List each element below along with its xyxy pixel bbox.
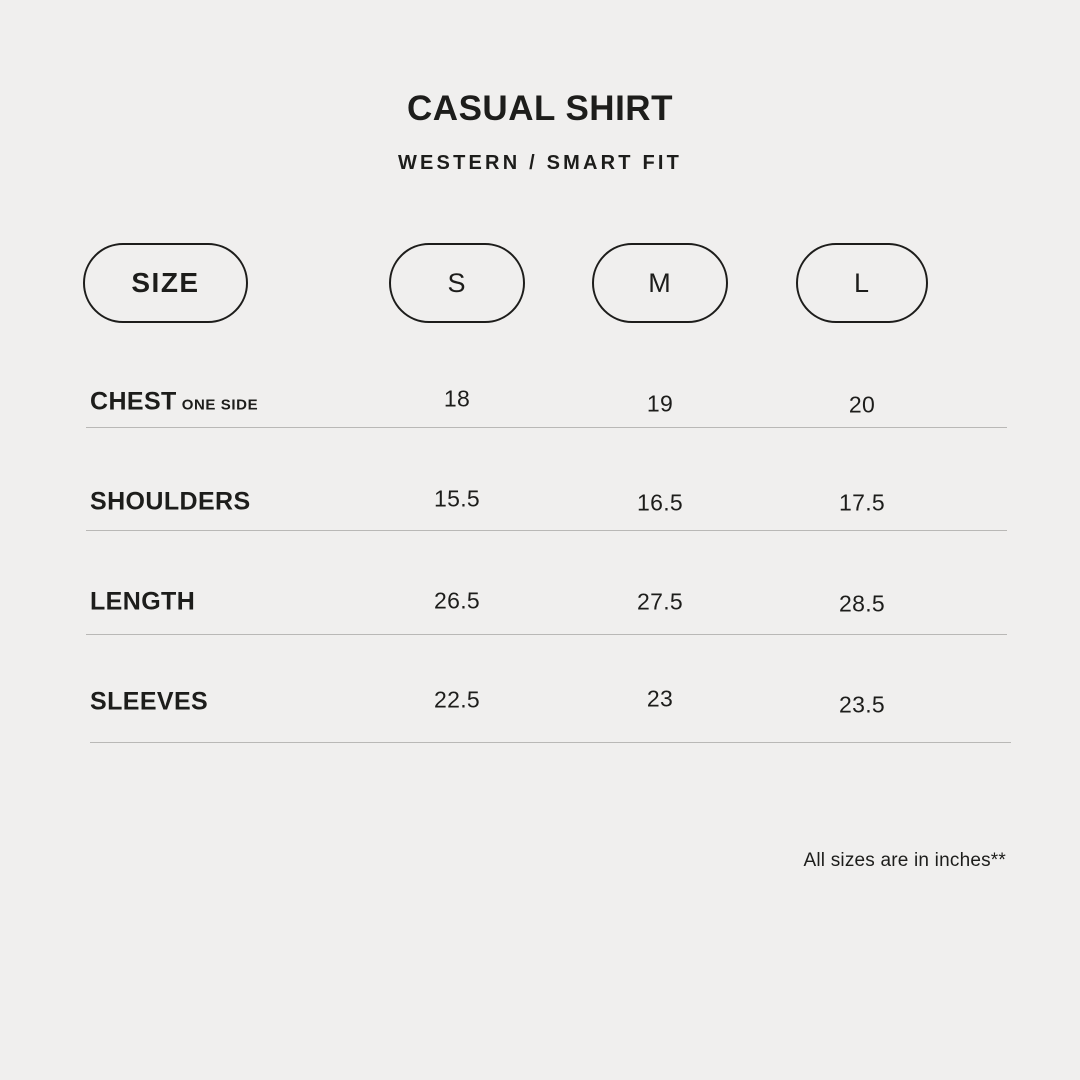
cell-chest-s: 18 <box>443 385 471 412</box>
measurement-rows <box>0 352 1080 752</box>
size-label-text: SIZE <box>131 267 200 298</box>
table-row <box>0 552 1080 652</box>
cell-sleeves-m: 23 <box>646 685 674 712</box>
row-divider <box>86 530 1007 531</box>
size-label-pill <box>83 243 248 323</box>
size-header-row <box>0 243 1080 325</box>
row-label-sleeves <box>90 688 208 717</box>
size-pill-s <box>389 243 525 323</box>
cell-shoulders-s: 15.5 <box>434 485 480 512</box>
cell-sleeves-s: 22.5 <box>434 686 480 713</box>
row-label-chest-note: ONE SIDE <box>181 396 259 414</box>
size-pill-l <box>796 243 928 323</box>
cell-sleeves-l: 23.5 <box>839 691 885 718</box>
cell-shoulders-l: 17.5 <box>839 489 885 516</box>
table-row <box>0 652 1080 752</box>
row-divider <box>90 742 1011 743</box>
cell-chest-l: 20 <box>848 391 876 418</box>
size-pill-s-label: S <box>447 267 467 298</box>
cell-shoulders-m: 16.5 <box>637 489 683 516</box>
row-divider <box>86 427 1007 428</box>
row-label-length-text: LENGTH <box>90 587 196 616</box>
page-subtitle: WESTERN / SMART FIT <box>397 152 683 174</box>
row-label-sleeves-text: SLEEVES <box>90 687 209 716</box>
table-row <box>0 452 1080 552</box>
row-label-chest-text: CHEST <box>90 387 177 416</box>
row-label-shoulders-text: SHOULDERS <box>90 487 251 516</box>
cell-length-s: 26.5 <box>434 587 480 614</box>
footnote: All sizes are in inches** <box>803 850 1006 871</box>
table-row <box>0 352 1080 452</box>
row-divider <box>86 634 1007 635</box>
cell-length-m: 27.5 <box>637 588 683 615</box>
size-pill-l-label: L <box>853 267 871 298</box>
cell-chest-m: 19 <box>646 390 674 417</box>
chart-header <box>0 88 1080 175</box>
cell-length-l: 28.5 <box>839 590 885 617</box>
row-label-shoulders <box>90 488 251 517</box>
size-pill-m <box>592 243 728 323</box>
size-pill-m-label: M <box>648 267 672 298</box>
page-title: CASUAL SHIRT <box>407 89 673 128</box>
row-label-chest <box>90 388 258 417</box>
row-label-length <box>90 588 195 617</box>
